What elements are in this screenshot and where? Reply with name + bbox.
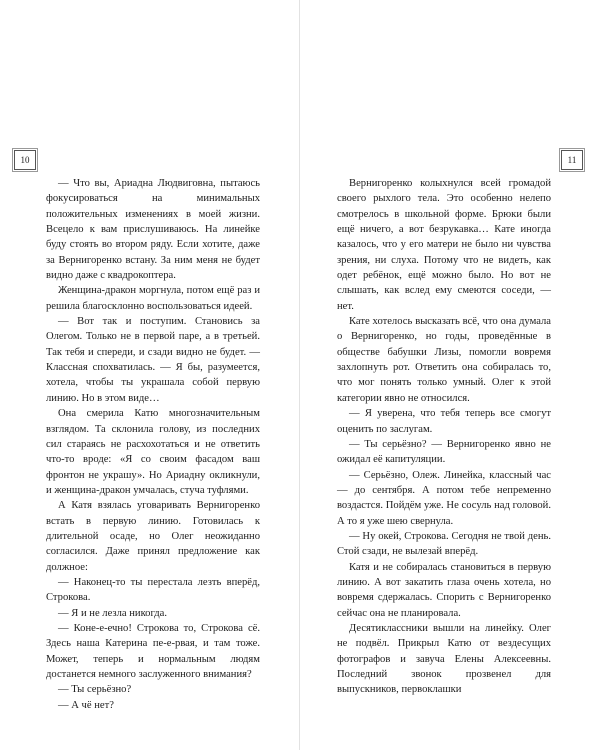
paragraph: — Я уверена, что тебя теперь все смогут оценить по заслугам. bbox=[337, 408, 551, 435]
left-page-text bbox=[46, 176, 260, 713]
paragraph: — Ну окей, Строкова. Сегодня не твой день. Стой сзади, не вылезай вперёд. bbox=[337, 530, 551, 558]
paragraph: Кате хотелось высказать всё, что она думала о Вернигоренко, но годы, проведённые в обществе бабушки Лизы, помогли вовремя захлопнуть рот. Ответить она собиралась то, что мог понять только умный. Олег к этой категории явно не относился. bbox=[337, 316, 551, 404]
paragraph: — Ты серьёзно? bbox=[58, 684, 132, 696]
paragraph: Женщина-дракон моргнула, потом ещё раз и решила благосклонно воспользоваться идеей. bbox=[46, 285, 260, 312]
paragraph: — Я и не лезла никогда. bbox=[58, 607, 168, 619]
paragraph: — Серьёзно, Олеж. Линейка, классный час — до сентября. А потом тебе непременно воздастся. Пойдём уже. Не сосуль над головой. А то я уже шею свернула. bbox=[337, 469, 551, 527]
paragraph: Она смерила Катю многозначительным взглядом. Та склонила голову, из последних сил стараясь не расхохотаться и не ответить что-то вроде: «Я со своим фасадом ваш фронтон не украшу». Но Ариадну окликнули, и женщина-дракон умчалась, стуча туфлями. bbox=[46, 408, 260, 496]
page-number-left: 10 bbox=[14, 150, 36, 170]
paragraph: — Ты серьёзно? — Вернигоренко явно не ожидал её капитуляции. bbox=[337, 438, 551, 466]
paragraph: — Наконец-то ты перестала лезть вперёд, Строкова. bbox=[46, 576, 260, 604]
book-gutter bbox=[299, 0, 300, 750]
paragraph: А Катя взялась уговаривать Вернигоренко встать в первую линию. Готовилась к длительной осаде, но Олег неожиданно согласился. Даже принял предложение как должное: bbox=[46, 500, 260, 573]
paragraph: — Вот так и поступим. Становись за Олегом. Только не в первой паре, а в третьей. Так тебя и спереди, и сзади видно не будет. — Классная спохватилась. — Я бы, разумеется, хотела, чтобы ты украшала собой первую линию. Но в этом виде… bbox=[46, 316, 260, 404]
paragraph: — Что вы, Ариадна Людвиговна, пытаюсь фокусироваться на минимальных положительных изменениях в моей жизни. Всецело к вам прислушиваюсь. На линейке буду стоять во втором ряду. Если хотите, даже за Вернигоренко встану. За ним меня не будет видно даже с квадрокоптера. bbox=[46, 178, 260, 282]
paragraph: — Коне-е-ечно! Строкова то, Строкова сё. Здесь наша Катерина пе-е-рвая, и там тоже. Может, теперь и нормальным людям достанется немного заслуженного внимания? bbox=[46, 622, 260, 680]
paragraph: Катя и не собиралась становиться в первую линию. А вот закатить глаза очень хотела, но вовремя сдержалась. Спорить с Вернигоренко сейчас она не планировала. bbox=[337, 561, 551, 619]
paragraph: Десятиклассники вышли на линейку. Олег не подвёл. Прикрыл Катю от вездесущих фотографов и завуча Елены Алексеевны. Последний звонок прозвенел для выпускников, первоклашки bbox=[337, 622, 551, 696]
right-page-text bbox=[337, 176, 551, 698]
page-number-right: 11 bbox=[561, 150, 583, 170]
paragraph: — А чё нет? bbox=[58, 699, 114, 711]
paragraph: Вернигоренко колыхнулся всей громадой своего рыхлого тела. Это особенно нелепо смотрелось в школьной форме. Брюки были ещё ничего, а вот безрукавка… Кате иногда казалось, что у его матери не было ни чувства зрения, ни слуха. Потому что не видеть, как одет ребёнок, ещё можно было. Но вот не слышать, как вслед ему смеются соседи, — нет. bbox=[337, 178, 551, 312]
